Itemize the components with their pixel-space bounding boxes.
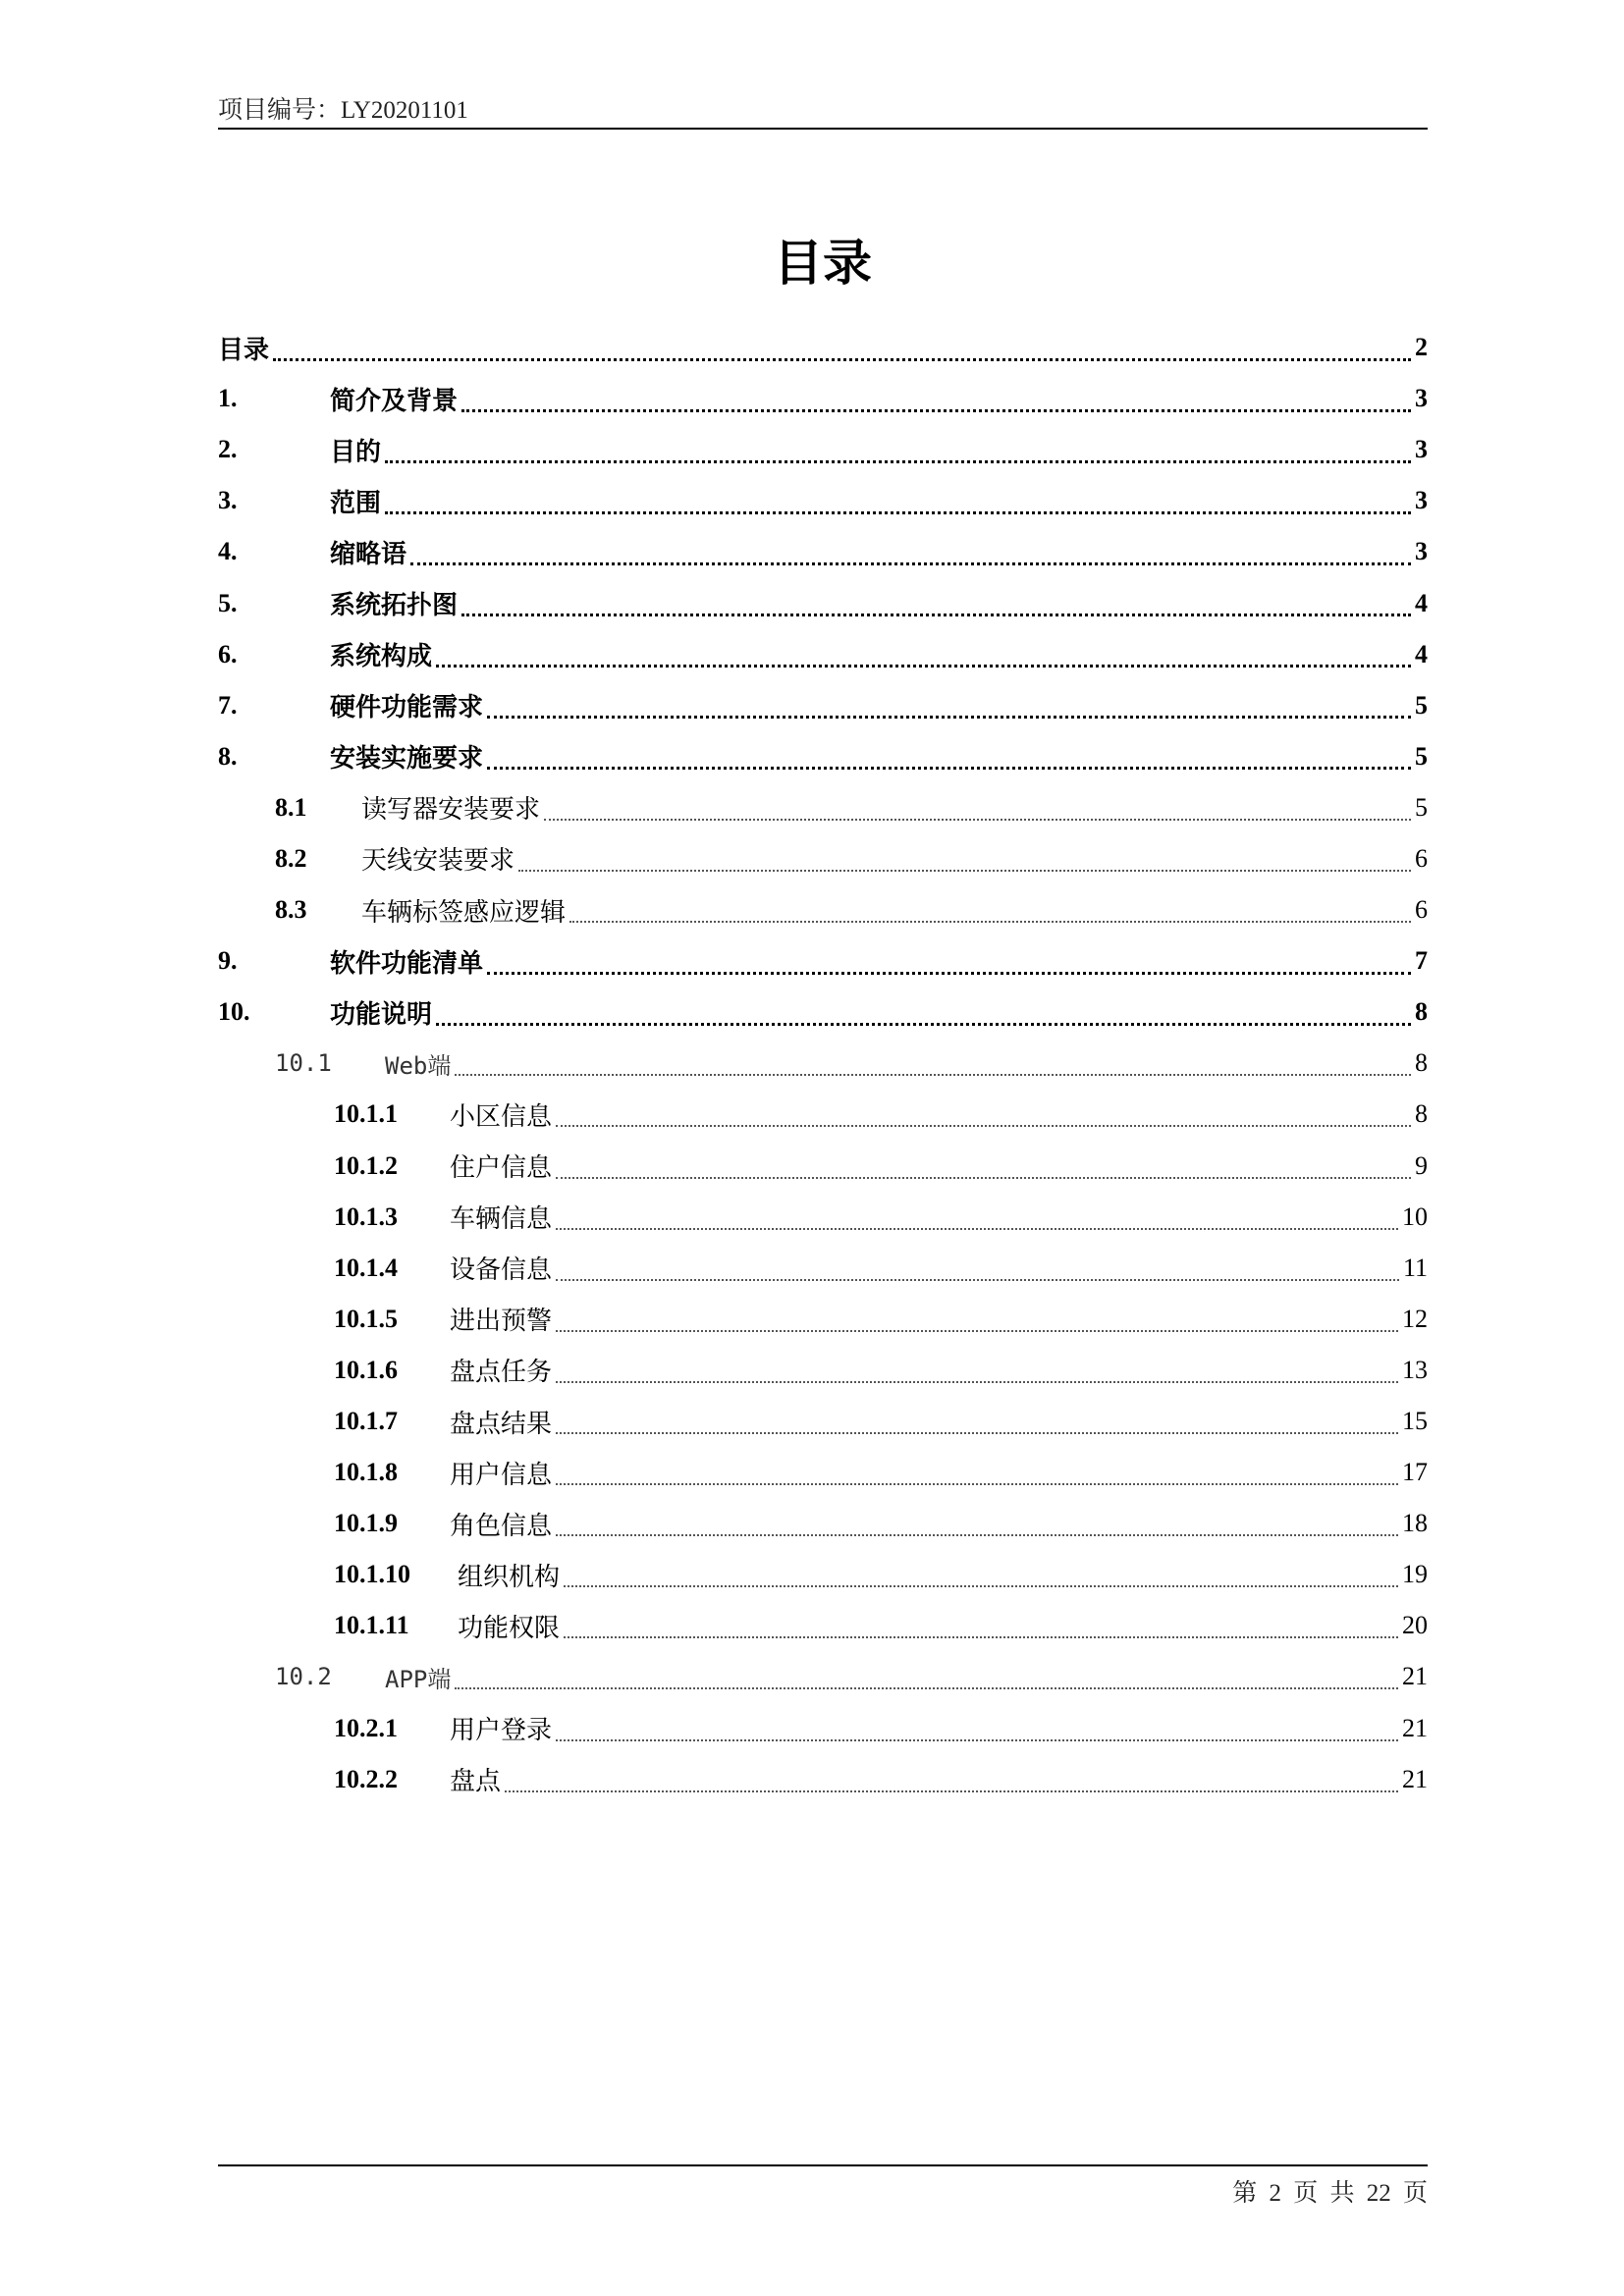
page-number: 第 2 页 共 22 页 bbox=[1232, 2180, 1428, 2207]
toc-entry-page: 6 bbox=[1415, 843, 1428, 873]
table-of-contents bbox=[218, 322, 1428, 1805]
toc-entry-page: 5 bbox=[1415, 690, 1428, 720]
toc-dot-leader bbox=[556, 1432, 1398, 1434]
toc-dot-leader bbox=[455, 1687, 1398, 1689]
toc-entry[interactable] bbox=[218, 1447, 1428, 1498]
toc-entry-page: 8 bbox=[1415, 1099, 1428, 1129]
toc-entry-label: 小区信息 bbox=[450, 1101, 553, 1132]
toc-dot-leader bbox=[436, 1023, 1411, 1026]
toc-entry-label: 目录 bbox=[218, 335, 270, 365]
page-title: 目录 bbox=[774, 235, 872, 292]
toc-entry-number: 10.2 bbox=[275, 1663, 332, 1691]
toc-dot-leader bbox=[556, 1739, 1398, 1741]
toc-entry[interactable] bbox=[218, 1345, 1428, 1396]
toc-entry-label: 用户信息 bbox=[450, 1460, 553, 1490]
toc-entry-label: 系统构成 bbox=[330, 642, 433, 672]
toc-entry-label: 天线安装要求 bbox=[361, 846, 515, 877]
toc-entry-page: 5 bbox=[1415, 741, 1428, 771]
toc-entry-label: 盘点 bbox=[450, 1767, 502, 1797]
toc-entry-page: 6 bbox=[1415, 895, 1428, 925]
toc-entry-label: 目的 bbox=[330, 437, 382, 467]
toc-entry-number: 10.1.8 bbox=[334, 1458, 398, 1487]
toc-entry[interactable] bbox=[218, 1396, 1428, 1447]
toc-entry-page: 11 bbox=[1402, 1253, 1428, 1282]
toc-dot-leader bbox=[455, 1074, 1411, 1076]
toc-dot-leader bbox=[569, 921, 1411, 923]
toc-entry[interactable] bbox=[218, 1703, 1428, 1754]
toc-entry-label: 软件功能清单 bbox=[330, 948, 484, 979]
toc-entry-number: 10.1.3 bbox=[334, 1201, 398, 1231]
toc-entry-label: 范围 bbox=[330, 488, 382, 518]
toc-entry-label: 功能权限 bbox=[458, 1613, 561, 1643]
toc-entry-number: 10.1.10 bbox=[334, 1560, 410, 1589]
toc-dot-leader bbox=[556, 1483, 1398, 1485]
toc-entry-page: 5 bbox=[1415, 792, 1428, 822]
toc-entry-label: 系统拓扑图 bbox=[330, 591, 459, 621]
toc-entry-page: 4 bbox=[1415, 639, 1428, 668]
toc-entry-number: 8. bbox=[218, 741, 238, 771]
toc-entry-page: 15 bbox=[1402, 1407, 1428, 1436]
toc-entry[interactable] bbox=[218, 935, 1428, 987]
toc-entry[interactable] bbox=[218, 1498, 1428, 1549]
toc-entry[interactable] bbox=[218, 1089, 1428, 1140]
toc-entry[interactable] bbox=[218, 731, 1428, 782]
footer-divider bbox=[218, 2164, 1428, 2166]
toc-entry[interactable] bbox=[218, 1600, 1428, 1651]
toc-entry-label: 组织机构 bbox=[458, 1562, 561, 1592]
toc-dot-leader bbox=[436, 665, 1411, 667]
toc-entry-label: 车辆标签感应逻辑 bbox=[361, 897, 567, 928]
toc-entry-page: 20 bbox=[1402, 1611, 1428, 1640]
toc-entry-label: 设备信息 bbox=[450, 1255, 553, 1286]
toc-entry[interactable] bbox=[218, 1651, 1428, 1702]
toc-entry-page: 21 bbox=[1402, 1764, 1428, 1793]
header-divider bbox=[218, 128, 1428, 130]
toc-dot-leader bbox=[487, 716, 1411, 719]
toc-dot-leader bbox=[556, 1381, 1398, 1383]
toc-entry-number: 8.3 bbox=[275, 895, 307, 925]
toc-dot-leader bbox=[556, 1177, 1411, 1179]
toc-entry-label: 盘点任务 bbox=[450, 1358, 553, 1388]
toc-dot-leader bbox=[556, 1228, 1398, 1230]
toc-entry-number: 10.1.5 bbox=[334, 1304, 398, 1333]
toc-entry[interactable] bbox=[218, 1549, 1428, 1600]
toc-entry[interactable] bbox=[218, 833, 1428, 884]
toc-dot-leader bbox=[487, 972, 1411, 975]
toc-entry-number: 10.1.4 bbox=[334, 1253, 398, 1282]
toc-entry-page: 8 bbox=[1415, 997, 1428, 1027]
toc-dot-leader bbox=[556, 1279, 1399, 1281]
toc-entry[interactable] bbox=[218, 475, 1428, 526]
toc-entry-page: 19 bbox=[1402, 1560, 1428, 1589]
toc-entry-number: 10.2.2 bbox=[334, 1764, 398, 1793]
toc-entry-label: 硬件功能需求 bbox=[330, 693, 484, 723]
toc-dot-leader bbox=[556, 1330, 1398, 1332]
toc-dot-leader bbox=[410, 562, 1411, 565]
toc-entry-number: 10.1 bbox=[275, 1049, 332, 1078]
toc-entry[interactable] bbox=[218, 1038, 1428, 1089]
toc-entry-page: 3 bbox=[1415, 384, 1428, 413]
toc-entry-number: 4. bbox=[218, 537, 238, 566]
toc-entry-page: 3 bbox=[1415, 537, 1428, 566]
toc-dot-leader bbox=[518, 870, 1411, 872]
toc-entry-label: 角色信息 bbox=[450, 1511, 553, 1541]
toc-entry-label: 用户登录 bbox=[450, 1716, 553, 1746]
toc-entry-number: 3. bbox=[218, 486, 238, 515]
toc-entry-number: 10.1.2 bbox=[334, 1150, 398, 1180]
toc-entry-number: 10.1.9 bbox=[334, 1509, 398, 1538]
toc-entry[interactable] bbox=[218, 782, 1428, 833]
toc-entry-page: 7 bbox=[1415, 946, 1428, 976]
toc-entry-page: 10 bbox=[1402, 1201, 1428, 1231]
toc-entry-label: 读写器安装要求 bbox=[361, 795, 541, 826]
toc-entry-label: 安装实施要求 bbox=[330, 744, 484, 774]
toc-entry-number: 7. bbox=[218, 690, 238, 720]
toc-entry-page: 12 bbox=[1402, 1304, 1428, 1333]
toc-dot-leader bbox=[273, 358, 1411, 361]
toc-entry[interactable] bbox=[218, 1141, 1428, 1192]
toc-entry-number: 9. bbox=[218, 946, 238, 976]
toc-entry-page: 3 bbox=[1415, 486, 1428, 515]
toc-entry-label: 住户信息 bbox=[450, 1153, 553, 1184]
toc-entry-number: 8.1 bbox=[275, 792, 307, 822]
toc-entry-page: 21 bbox=[1402, 1662, 1428, 1691]
toc-entry-number: 2. bbox=[218, 435, 238, 464]
toc-dot-leader bbox=[461, 614, 1411, 616]
toc-entry-page: 9 bbox=[1415, 1150, 1428, 1180]
toc-entry[interactable] bbox=[218, 1294, 1428, 1345]
toc-dot-leader bbox=[556, 1125, 1411, 1127]
toc-dot-leader bbox=[385, 460, 1411, 463]
toc-entry-page: 4 bbox=[1415, 588, 1428, 617]
toc-entry[interactable] bbox=[218, 680, 1428, 731]
toc-entry-label: APP端 bbox=[385, 1665, 452, 1693]
toc-entry-label: 车辆信息 bbox=[450, 1204, 553, 1235]
toc-entry-label: 缩略语 bbox=[330, 539, 407, 569]
toc-entry-page: 2 bbox=[1415, 333, 1428, 362]
toc-entry[interactable] bbox=[218, 577, 1428, 628]
toc-entry-number: 8.2 bbox=[275, 843, 307, 873]
toc-entry[interactable] bbox=[218, 1243, 1428, 1294]
toc-entry[interactable] bbox=[218, 1754, 1428, 1805]
toc-entry-label: 进出预警 bbox=[450, 1307, 553, 1337]
toc-entry[interactable] bbox=[218, 629, 1428, 680]
toc-entry-page: 13 bbox=[1402, 1355, 1428, 1384]
project-number: 项目编号：LY20201101 bbox=[218, 97, 468, 124]
toc-dot-leader bbox=[564, 1585, 1398, 1587]
toc-entry-number: 10. bbox=[218, 997, 250, 1027]
toc-entry-number: 10.1.1 bbox=[334, 1099, 398, 1129]
toc-entry-number: 10.1.7 bbox=[334, 1407, 398, 1436]
toc-entry-label: 简介及背景 bbox=[330, 386, 459, 416]
toc-entry[interactable] bbox=[218, 884, 1428, 935]
toc-entry-number: 1. bbox=[218, 384, 238, 413]
toc-entry-number: 10.1.11 bbox=[334, 1611, 409, 1640]
toc-dot-leader bbox=[385, 511, 1411, 514]
toc-entry[interactable] bbox=[218, 424, 1428, 475]
toc-entry[interactable] bbox=[218, 373, 1428, 424]
toc-entry-number: 6. bbox=[218, 639, 238, 668]
toc-dot-leader bbox=[461, 409, 1411, 412]
toc-entry-number: 10.2.1 bbox=[334, 1713, 398, 1742]
toc-entry[interactable] bbox=[218, 987, 1428, 1038]
toc-dot-leader bbox=[505, 1790, 1398, 1792]
toc-entry-page: 8 bbox=[1415, 1048, 1428, 1078]
toc-entry[interactable] bbox=[218, 526, 1428, 577]
toc-entry-page: 17 bbox=[1402, 1458, 1428, 1487]
toc-entry-number: 5. bbox=[218, 588, 238, 617]
toc-entry-page: 3 bbox=[1415, 435, 1428, 464]
toc-entry-label: Web端 bbox=[385, 1051, 452, 1080]
toc-dot-leader bbox=[556, 1534, 1398, 1536]
toc-entry[interactable] bbox=[218, 1192, 1428, 1243]
toc-entry-page: 18 bbox=[1402, 1509, 1428, 1538]
toc-entry[interactable] bbox=[218, 322, 1428, 373]
toc-entry-page: 21 bbox=[1402, 1713, 1428, 1742]
toc-dot-leader bbox=[544, 819, 1411, 821]
toc-entry-label: 盘点结果 bbox=[450, 1409, 553, 1439]
toc-dot-leader bbox=[487, 767, 1411, 770]
toc-entry-label: 功能说明 bbox=[330, 999, 433, 1030]
toc-dot-leader bbox=[564, 1636, 1398, 1638]
toc-entry-number: 10.1.6 bbox=[334, 1355, 398, 1384]
